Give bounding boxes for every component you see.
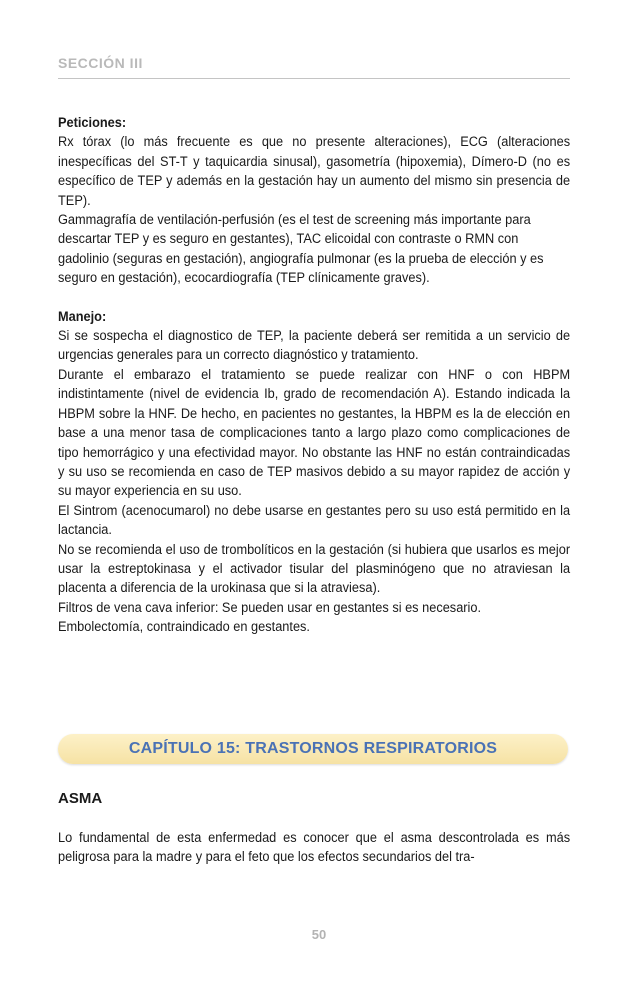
asma-heading: ASMA — [58, 790, 103, 807]
page-number: 50 — [311, 927, 327, 942]
chapter-title: CAPÍTULO 15: TRASTORNOS RESPIRATORIOS — [128, 740, 498, 757]
manejo-paragraph-6: Embolectomía, contraindicado en gestantes. — [58, 619, 310, 636]
manejo-heading: Manejo: — [58, 308, 107, 325]
manejo-paragraph-2: Durante el embarazo el tratamiento se puede realizar con HNF o con HBPM indistintamente (nivel de evidencia Ib, grado de recomendación A). Estando indicada la HBPM sobre la HNF. De hecho, en pacientes no gestantes, la HBPM es la de elección en base a una menor tasa de complicaciones tanto a largo plazo como complicaciones de tipo hemorrágico y una efectividad mayor. No obstante las HNF no están contraindicadas y su uso se recomienda en caso de TEP masivos debido a su mayor rapidez de acción y su mayor experiencia en su uso. — [58, 366, 571, 500]
main-text — [58, 114, 570, 638]
asma-text — [58, 829, 570, 868]
peticiones-heading: Peticiones: — [58, 115, 127, 131]
section-divider — [58, 78, 570, 79]
manejo-paragraph-4: No se recomienda el uso de trombolíticos en la gestación (si hubiera que usarlos es mejor usar la estreptokinasa y el activador tisular del plasminógeno que no atraviesan la placenta a diferencia de la urokinasa que si la atraviesa). — [58, 541, 571, 597]
section-header: SECCIÓN III — [58, 55, 143, 71]
paragraph-gap — [58, 289, 570, 308]
manejo-paragraph-3: El Sintrom (acenocumarol) no debe usarse en gestantes pero su uso está permitido en la lactancia. — [58, 502, 571, 539]
chapter-banner — [58, 734, 568, 764]
manejo-paragraph-1: Si se sospecha el diagnostico de TEP, la paciente deberá ser remitida a un servicio de urgencias generales para un correcto diagnóstico y tratamiento. — [58, 328, 571, 364]
peticiones-paragraph-2: Gammagrafía de ventilación-perfusión (es el test de screening más importante para descartar TEP y es seguro en gestantes), TAC elicoidal con contraste o RMN con gadolinio (seguras en gestación), angiografía pulmonar (es la prueba de elección y es seguro en gestación), ecocardiografía (TEP clínicamente graves). — [58, 212, 544, 287]
asma-paragraph-1: Lo fundamental de esta enfermedad es conocer que el asma descontrolada es más peligrosa para la madre y para el feto que los efectos secundarios del tra- — [58, 830, 571, 866]
manejo-paragraph-5: Filtros de vena cava inferior: Se pueden usar en gestantes si es necesario. — [58, 599, 482, 616]
peticiones-paragraph-1: Rx tórax (lo más frecuente es que no presente alteraciones), ECG (alteraciones inespecíficas del ST-T y taquicardia sinusal), gasometría (hipoxemia), Dímero-D (no es específico de TEP y además en la gestación hay un aumento del mismo sin presencia de TEP). — [58, 134, 571, 209]
